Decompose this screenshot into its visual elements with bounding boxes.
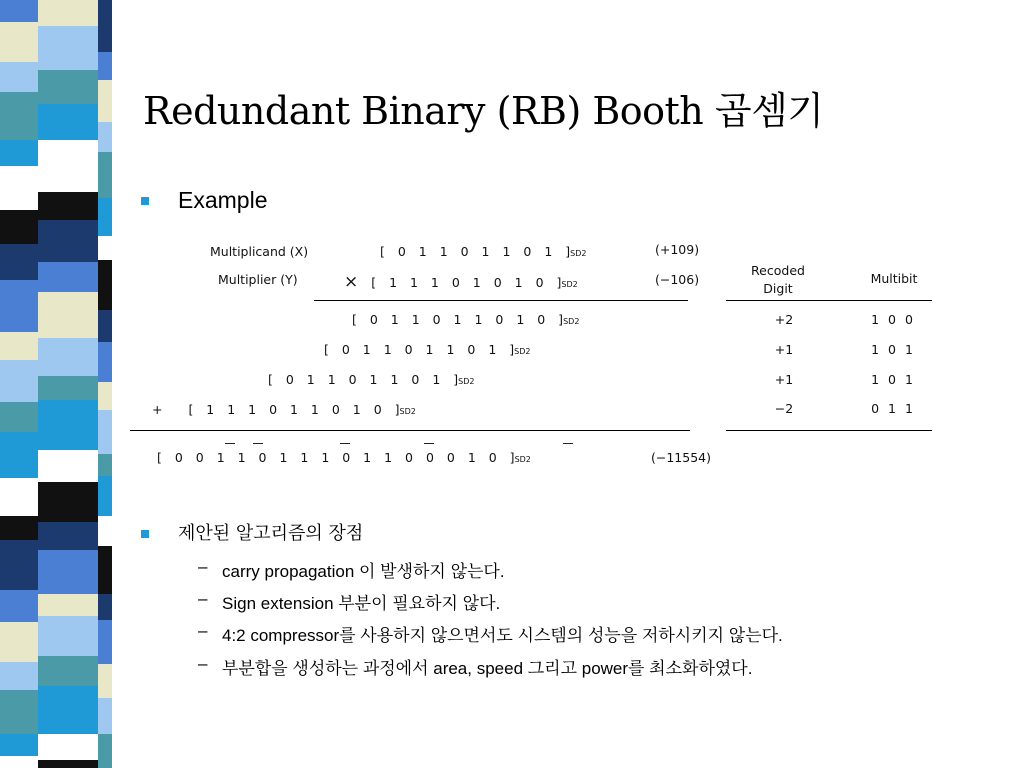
stripe-block [98, 236, 112, 260]
stripe-block [38, 616, 98, 656]
y-value: (−106) [655, 272, 700, 287]
multibit-cell: 1 0 0 [871, 312, 913, 327]
stripe-block [38, 338, 98, 376]
stripe-block [38, 686, 98, 734]
multiplier-label: Multiplier (Y) [218, 272, 298, 287]
stripe-block [0, 92, 38, 140]
stripe-column [98, 0, 112, 768]
stripe-block [98, 382, 112, 410]
multibit-header: Multibit [870, 271, 918, 286]
plus-sign: + [152, 402, 163, 417]
y-bits-row [344, 272, 578, 292]
dash-marker: – [198, 589, 208, 608]
partial-product-row [268, 372, 474, 387]
stripe-block [38, 656, 98, 686]
partial-bits: [ 1 1 1 0 1 1 0 1 0 ] [188, 402, 400, 417]
stripe-block [38, 220, 98, 262]
result-value: (−11554) [651, 450, 711, 465]
stripe-block [0, 0, 38, 22]
stripe-block [38, 594, 98, 616]
stripe-block [38, 550, 98, 594]
stripe-block [98, 664, 112, 698]
stripe-block [0, 734, 38, 756]
result-sd2-subscript: SD2 [514, 455, 531, 464]
stripe-block [98, 310, 112, 342]
stripe-block [38, 292, 98, 338]
recoded-digit-cell: −2 [774, 401, 794, 416]
stripe-block [98, 516, 112, 546]
partial-product-row [152, 402, 416, 417]
advantage-item: 4:2 compressor를 사용하지 않으면서도 시스템의 성능을 저하시키지 않는다. [222, 626, 783, 645]
result-row [157, 450, 531, 465]
dash-marker: – [198, 557, 208, 576]
multiplier-rule [314, 300, 688, 301]
sum-rule [130, 430, 690, 431]
stripe-block [38, 140, 98, 192]
stripe-block [98, 734, 112, 768]
stripe-block [0, 210, 38, 244]
stripe-block [98, 152, 112, 198]
stripe-block [98, 198, 112, 236]
recoded-digit-cell: +2 [774, 312, 794, 327]
stripe-block [98, 454, 112, 476]
result-bits: [ 0 0 1 1 0 1 1 1 0 1 1 0 0 0 1 0 ] [157, 450, 515, 465]
stripe-block [0, 360, 38, 402]
stripe-block [0, 516, 38, 540]
partial-bits: [ 0 1 1 0 1 1 0 1 ] [324, 342, 515, 357]
stripe-block [38, 192, 98, 220]
recoded-digit-header: Recoded Digit [751, 263, 805, 296]
stripe-block [38, 760, 98, 768]
dash-marker: – [198, 621, 208, 640]
table-header-rule [726, 300, 932, 301]
stripe-block [0, 244, 38, 280]
multibit-cell: 0 1 1 [871, 401, 913, 416]
bullet-advantages: 제안된 알고리즘의 장점 [178, 523, 364, 544]
stripe-block [0, 478, 38, 516]
stripe-block [0, 332, 38, 360]
stripe-block [98, 260, 112, 310]
slide-title: Redundant Binary (RB) Booth 곱셈기 [143, 89, 824, 133]
stripe-block [98, 594, 112, 620]
stripe-block [0, 662, 38, 690]
stripe-block [98, 410, 112, 454]
multibit-cell: 1 0 1 [871, 342, 913, 357]
bullet-example: Example [178, 187, 268, 213]
stripe-block [98, 52, 112, 80]
y-bits: [ 1 1 1 0 1 0 1 0 ] [371, 275, 562, 290]
negative-digit-overbar [253, 443, 263, 444]
stripe-block [98, 122, 112, 152]
stripe-block [98, 0, 112, 52]
stripe-block [38, 26, 98, 70]
stripe-column [38, 0, 98, 768]
stripe-block [0, 62, 38, 92]
stripe-block [0, 540, 38, 590]
stripe-block [38, 70, 98, 104]
stripe-block [38, 376, 98, 400]
x-value: (+109) [655, 242, 700, 257]
partial-product-row [352, 312, 579, 327]
partial-sd2-subscript: SD2 [563, 317, 580, 326]
stripe-block [38, 400, 98, 450]
partial-bits: [ 0 1 1 0 1 1 0 1 0 ] [352, 312, 564, 327]
advantage-item: 부분합을 생성하는 과정에서 area, speed 그리고 power를 최소화하였다. [222, 659, 753, 678]
y-sd2-subscript: SD2 [561, 280, 578, 289]
stripe-block [98, 546, 112, 594]
stripe-block [0, 590, 38, 622]
stripe-block [38, 0, 98, 26]
stripe-block [0, 22, 38, 62]
stripe-block [38, 522, 98, 550]
negative-digit-overbar [225, 443, 235, 444]
dash-marker: – [198, 654, 208, 673]
bullet-square-icon [141, 530, 149, 538]
stripe-block [98, 698, 112, 734]
recoded-digit-cell: +1 [774, 372, 794, 387]
decorative-stripe [0, 0, 120, 768]
stripe-block [98, 342, 112, 382]
stripe-block [38, 482, 98, 522]
multiplicand-label: Multiplicand (X) [210, 244, 309, 259]
stripe-block [0, 402, 38, 432]
stripe-block [98, 476, 112, 516]
negative-digit-overbar [340, 443, 350, 444]
stripe-block [38, 262, 98, 292]
x-sd2-subscript: SD2 [570, 249, 587, 258]
partial-sd2-subscript: SD2 [399, 407, 416, 416]
stripe-block [0, 690, 38, 734]
multiply-sign: × [344, 272, 359, 292]
stripe-column [0, 0, 38, 768]
bullet-square-icon [141, 197, 149, 205]
stripe-block [38, 734, 98, 760]
advantage-item: carry propagation 이 발생하지 않는다. [222, 562, 505, 581]
x-bits: [ 0 1 1 0 1 1 0 1 ] [380, 244, 571, 259]
stripe-block [0, 756, 38, 768]
stripe-block [38, 450, 98, 482]
recoded-digit-cell: +1 [774, 342, 794, 357]
negative-digit-overbar [563, 443, 573, 444]
stripe-block [38, 104, 98, 140]
partial-sd2-subscript: SD2 [458, 377, 475, 386]
advantage-item: Sign extension 부분이 필요하지 않다. [222, 594, 501, 613]
stripe-block [0, 280, 38, 332]
partial-sd2-subscript: SD2 [514, 347, 531, 356]
stripe-block [98, 620, 112, 664]
multibit-cell: 1 0 1 [871, 372, 913, 387]
stripe-block [0, 166, 38, 210]
stripe-block [0, 622, 38, 662]
stripe-block [0, 432, 38, 478]
negative-digit-overbar [424, 443, 434, 444]
stripe-block [98, 80, 112, 122]
table-bottom-rule [726, 430, 932, 431]
partial-product-row [324, 342, 530, 357]
stripe-block [0, 140, 38, 166]
x-bits-row [380, 244, 586, 259]
partial-bits: [ 0 1 1 0 1 1 0 1 ] [268, 372, 459, 387]
